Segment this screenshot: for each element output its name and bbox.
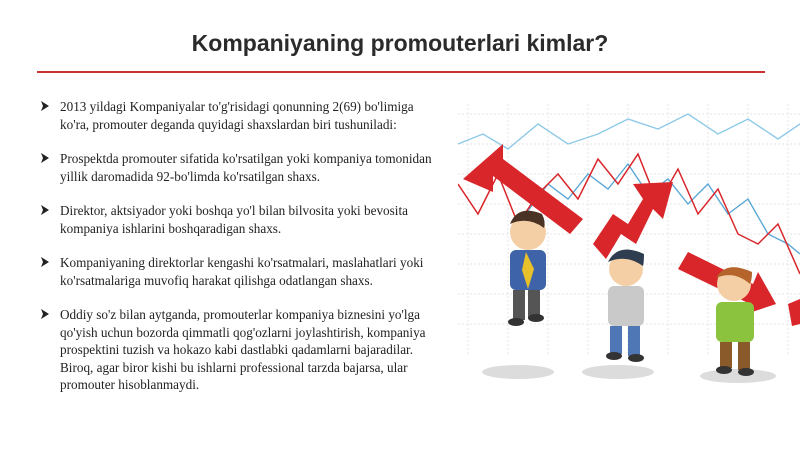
bullet-text: Direktor, aktsiyador yoki boshqa yo'l bilan bilvosita yoki bevosita kompaniya ishlarini boshqaradigan shaxs. [60, 203, 408, 236]
arrowhead-bullet-icon [40, 152, 50, 164]
arrowhead-bullet-icon [40, 100, 50, 112]
bullet-text: Oddiy so'z bilan aytganda, promouterlar kompaniya biznesini yo'lga qo'yish uchun bozorda qimmatli qog'ozlarni joylashtirish, kompaniya prospektini tuzish va hokazo kabi dastlabki qadamlarni bajaradilar. Biroq, agar biror kishi bu ishlarni professional tarzda bajarsa, ular promouter hisoblanmaydi. [60, 307, 426, 392]
bullet-list [40, 98, 440, 411]
bullet-item [40, 150, 440, 185]
cartoon-people-carrying-red-arrows-icon [458, 104, 800, 394]
slide-title: Kompaniyaning promouterlari kimlar? [191, 30, 609, 56]
bullet-item [40, 98, 440, 133]
bullet-text: Kompaniyaning direktorlar kengashi ko'rsatmalari, maslahatlari yoki ko'rsatmalariga muvofiq harakat qilishga odatlangan shaxs. [60, 255, 424, 288]
bullet-text: Prospektda promouter sifatida ko'rsatilgan yoki kompaniya tomonidan yillik daromadida 92-bo'limda ko'rsatilgan shaxs. [60, 151, 432, 184]
arrowhead-bullet-icon [40, 308, 50, 320]
bullet-text: 2013 yildagi Kompaniyalar to'g'risidagi qonunning 2(69) bo'limiga ko'ra, promouter deganda quyidagi shaxslardan biri tushuniladi: [60, 99, 414, 132]
bullet-item [40, 202, 440, 237]
arrowhead-bullet-icon [40, 204, 50, 216]
arrowhead-bullet-icon [40, 256, 50, 268]
title-divider [37, 71, 765, 73]
bullet-item [40, 306, 440, 394]
bullet-item [40, 254, 440, 289]
